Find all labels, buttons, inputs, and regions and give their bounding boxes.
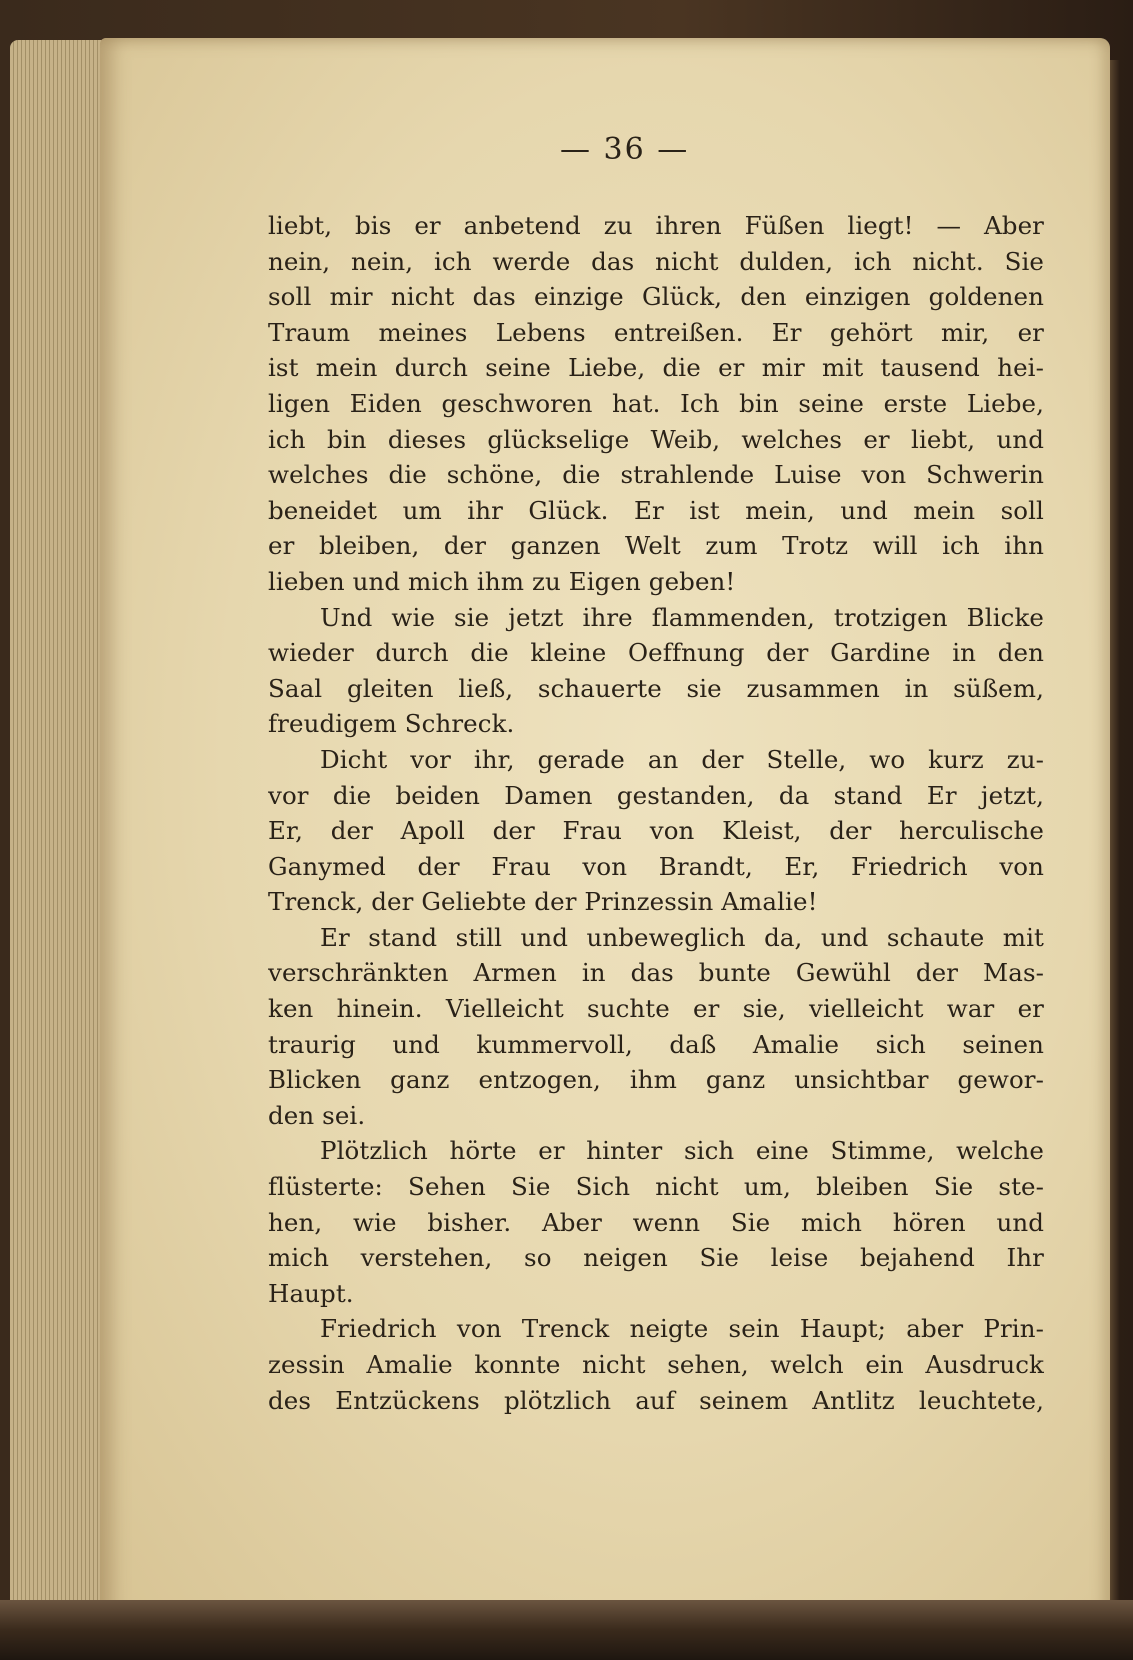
text-line: lieben und mich ihm zu Eigen geben! (268, 566, 736, 596)
text-line: ist mein durch seine Liebe, die er mir mit tausend hei- (268, 353, 1044, 383)
text-line: Saal gleiten ließ, schauerte sie zusammen in süßem, (268, 673, 1044, 703)
page-text (268, 208, 1044, 1418)
text-line: Dicht vor ihr, gerade an der Stelle, wo kurz zu- (320, 744, 1044, 774)
text-line: nein, nein, ich werde das nicht dulden, ich nicht. Sie (268, 246, 1044, 276)
text-line: Er stand still und unbeweglich da, und schaute mit (320, 922, 1044, 952)
text-line: mich verstehen, so neigen Sie leise bejahend Ihr (268, 1243, 1044, 1273)
text-line: Er, der Apoll der Frau von Kleist, der herculische (268, 816, 1044, 846)
text-line: des Entzückens plötzlich auf seinem Antlitz leuchtete, (268, 1385, 1044, 1415)
text-line: wieder durch die kleine Oeffnung der Gardine in den (268, 638, 1044, 668)
text-line: flüsterte: Sehen Sie Sich nicht um, bleiben Sie ste- (268, 1172, 1044, 1202)
text-line: ich bin dieses glückselige Weib, welches er liebt, und (268, 424, 1044, 454)
text-line: beneidet um ihr Glück. Er ist mein, und mein soll (268, 495, 1044, 525)
text-line: verschränkten Armen in das bunte Gewühl der Mas- (268, 958, 1044, 988)
text-line: traurig und kummervoll, daß Amalie sich seinen (268, 1029, 1044, 1059)
text-line: hen, wie bisher. Aber wenn Sie mich hören und (268, 1207, 1044, 1237)
text-line: vor die beiden Damen gestanden, da stand Er jetzt, (268, 780, 1044, 810)
text-line: welches die schöne, die strahlende Luise von Schwerin (268, 460, 1044, 490)
text-line: zessin Amalie konnte nicht sehen, welch ein Ausdruck (268, 1350, 1044, 1379)
text-line: freudigem Schreck. (268, 709, 515, 739)
text-line: Friedrich von Trenck neigte sein Haupt; aber Prin- (320, 1314, 1044, 1344)
text-line: liebt, bis er anbetend zu ihren Füßen liegt! — Aber (268, 211, 1044, 240)
text-line: Traum meines Lebens entreißen. Er gehört mir, er (268, 317, 1044, 347)
text-line: Blicken ganz entzogen, ihm ganz unsichtbar gewor- (268, 1065, 1044, 1095)
text-line: Ganymed der Frau von Brandt, Er, Friedrich von (268, 851, 1044, 881)
text-line: soll mir nicht das einzige Glück, den einzigen goldenen (268, 282, 1044, 312)
text-line: Und wie sie jetzt ihre flammenden, trotzigen Blicke (320, 602, 1044, 632)
text-line: er bleiben, der ganzen Welt zum Trotz will ich ihn (268, 531, 1044, 561)
text-line: ligen Eiden geschworen hat. Ich bin seine erste Liebe, (268, 388, 1044, 418)
page-number: — 36 — (560, 132, 690, 167)
text-line: ken hinein. Vielleicht suchte er sie, vielleicht war er (268, 994, 1044, 1024)
text-line: den sei. (268, 1100, 366, 1130)
text-line: Trenck, der Geliebte der Prinzessin Amalie! (268, 887, 818, 917)
text-line: Plötzlich hörte er hinter sich eine Stimme, welche (320, 1136, 1044, 1166)
book-bottom-edge (0, 1600, 1133, 1660)
text-line: Haupt. (268, 1278, 354, 1308)
